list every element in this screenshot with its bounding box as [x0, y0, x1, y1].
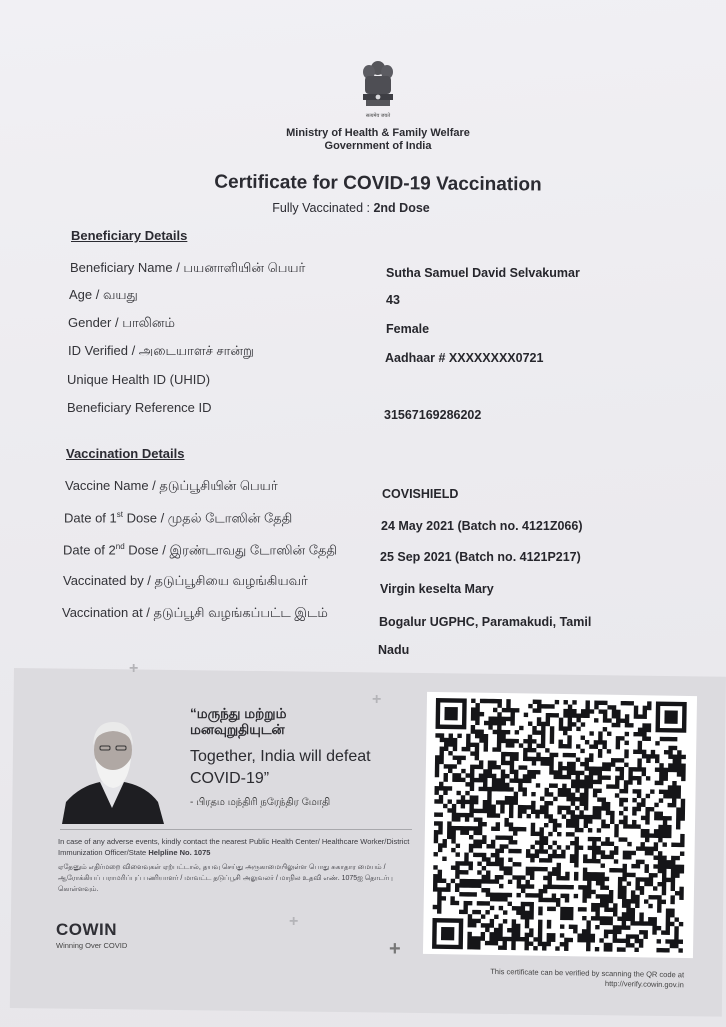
dose2-label-pre: Date of 2: [63, 542, 116, 558]
plus-decoration-icon: +: [389, 938, 401, 960]
adverse-events-notice-tamil: ஏதேனும் எதிர்மறை விளைவுகள் ஏற்பட்டால், தயவு செய்து அருகாமையிலுள்ள பொது சுகாதார மையம் / ஆரோக்கியப் பராமரிப்புப் பணியாளர் / மாவட்ட தடுப்பூசி அலுவலர் / மாநில உதவி எண். 1075ஐ தொடர்பு கொள்ளவும்.: [58, 864, 393, 893]
footer-divider: [60, 829, 412, 830]
vaccination-at-value-line2: Nadu: [378, 643, 410, 657]
plus-decoration-icon: +: [372, 691, 382, 708]
adverse-events-notice: [58, 836, 418, 858]
reference-id-label: Beneficiary Reference ID: [67, 400, 212, 415]
government-name: Government of India: [324, 140, 432, 152]
vaccine-name-label: Vaccine Name / தடுப்பூசியின் பெயர்: [65, 478, 278, 493]
quote-english: Together, India will defeat COVID-19”: [190, 748, 371, 787]
dose2-label-post: Dose / இரண்டாவது டோஸின் தேதி: [124, 542, 338, 558]
beneficiary-heading: Beneficiary Details: [71, 228, 188, 243]
dose1-label-post: Dose / முதல் டோஸின் தேதி: [123, 510, 293, 526]
id-verified-value: Aadhaar # XXXXXXXX0721: [385, 351, 544, 365]
vaccination-status: [0, 201, 702, 215]
age-value: 43: [386, 293, 400, 307]
id-verified-label: ID Verified / அடையாளச் சான்று: [68, 343, 254, 358]
vaccine-name-value: COVISHIELD: [382, 487, 459, 501]
age-label: Age / வயது: [69, 287, 138, 302]
cowin-logo: COWIN: [56, 920, 118, 939]
dose1-date-label: [64, 510, 292, 527]
gender-label: Gender / பாலினம்: [68, 315, 175, 330]
beneficiary-name-label: Beneficiary Name / பயனாளியின் பெயர்: [70, 260, 306, 275]
dose2-date-value: 25 Sep 2021 (Batch no. 4121P217): [380, 550, 581, 564]
beneficiary-name-value: Sutha Samuel David Selvakumar: [386, 266, 580, 280]
status-dose: 2nd Dose: [373, 201, 430, 215]
dose1-label-sup: st: [116, 510, 123, 519]
uhid-label: Unique Health ID (UHID): [67, 372, 211, 387]
adverse-text: In case of any adverse events, kindly contact the nearest Public Health Center/ Healthcare Worker/District Immunization Officer/State: [58, 837, 410, 857]
quote-tamil-line2: மனவுறுதியுடன்: [190, 722, 285, 737]
status-label: Fully Vaccinated :: [272, 201, 370, 215]
quote-attribution: - பிரதம மந்திரி நரேந்திர மோதி: [190, 797, 331, 808]
cowin-tagline: Winning Over COVID: [56, 941, 128, 950]
vaccinated-by-value: Virgin keselta Mary: [380, 582, 494, 596]
gender-value: Female: [386, 322, 430, 336]
qr-modules: [432, 698, 687, 953]
quote-tamil-line1: “மருந்து மற்றும்: [190, 706, 287, 721]
plus-decoration-icon: +: [129, 660, 139, 677]
quote-tamil: [190, 706, 286, 738]
vaccinated-by-label: Vaccinated by / தடுப்பூசியை வழங்கியவர்: [63, 573, 308, 588]
plus-decoration-icon: +: [289, 913, 299, 930]
vaccination-at-value: Bogalur UGPHC, Paramakudi, Tamil: [379, 615, 592, 629]
reference-id-value: 31567169286202: [384, 408, 482, 422]
verify-url: http://verify.cowin.gov.in: [604, 978, 684, 990]
qr-finder-pattern: [655, 701, 686, 732]
vaccination-heading: Vaccination Details: [66, 446, 185, 461]
verify-text: This certificate can be verified by scanning the QR code at: [490, 966, 685, 980]
prime-minister-portrait: [60, 712, 164, 824]
certificate-title: Certificate for COVID-19 Vaccination: [214, 171, 542, 196]
dose1-date-value: 24 May 2021 (Batch no. 4121Z066): [381, 519, 583, 533]
dose1-label-pre: Date of 1: [64, 510, 117, 526]
dose2-date-label: [63, 542, 337, 559]
emblem-motto: सत्यमेव जयते: [365, 113, 391, 119]
helpline-number: Helpline No. 1075: [148, 848, 211, 857]
ministry-name: Ministry of Health & Family Welfare: [286, 127, 470, 139]
qr-finder-pattern: [435, 698, 466, 729]
dose2-label-sup: nd: [115, 542, 125, 551]
verification-qr-code: [423, 692, 697, 958]
vaccination-at-label: Vaccination at / தடுப்பூசி வழங்கப்பட்ட இடம்: [62, 605, 328, 620]
qr-finder-pattern: [432, 918, 463, 949]
